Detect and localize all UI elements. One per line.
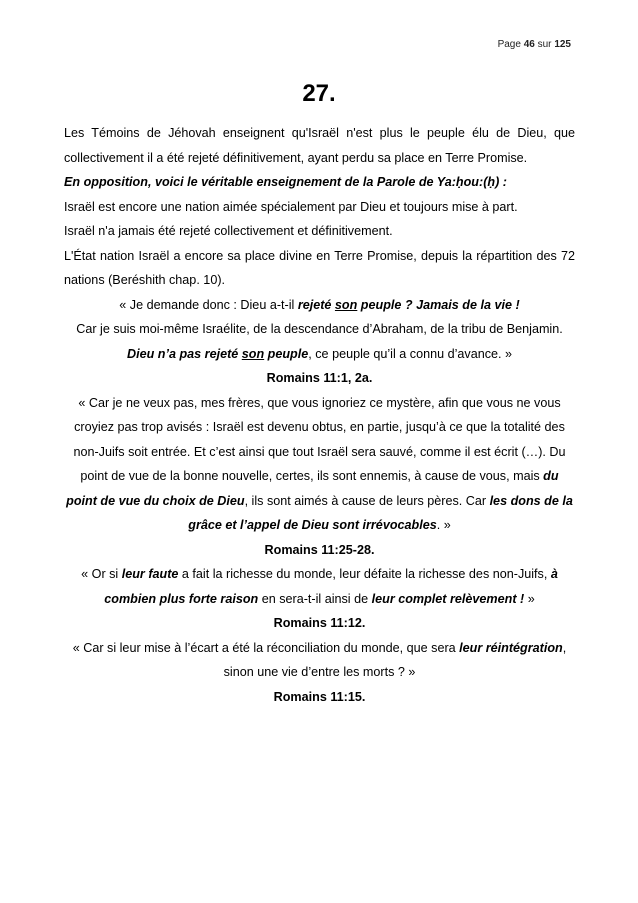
page-total: 125	[554, 39, 571, 50]
quote-2-text-2: , ils sont aimés à cause de leurs pères. Car	[244, 493, 490, 508]
quote-4-text-1: « Car si leur mise à l’écart a été la réconciliation du monde, que sera	[72, 640, 460, 655]
quote-2-text-1: « Car je ne veux pas, mes frères, que vous ignoriez ce mystère, afin que vous ne vous croyiez pas trop avisés : Israël est devenu obtus, en partie, jusqu’à ce que la totalité des non-Juifs soit entrée. Et c’est ainsi que tout Israël sera sauvé, comme il est écrit (…). Du point de vue de la bonne nouvelle, certes, ils sont ennemis, à cause de vous, mais	[73, 395, 566, 483]
intro-paragraph: Les Témoins de Jéhovah enseignent qu'Israël n'est plus le peuple élu de Dieu, que collectivement il a été rejeté définitivement, ayant perdu sa place en Terre Promise.	[64, 126, 575, 165]
quote-4	[64, 636, 575, 685]
quote-1-text-3: , ce peuple qu’il a connu d’avance. »	[308, 346, 513, 361]
teaching-2: Israël n'a jamais été rejeté collectivement et définitivement.	[64, 224, 393, 238]
quote-3-text-4: »	[524, 591, 535, 606]
quote-3-emphasis-3: leur complet relèvement !	[371, 591, 525, 606]
quote-1-reference: Romains 11:1, 2a.	[266, 371, 373, 385]
page-current: 46	[523, 39, 535, 50]
quote-4-reference: Romains 11:15.	[273, 689, 366, 704]
quote-1	[64, 293, 575, 367]
quote-3-emphasis-1: leur faute	[121, 567, 179, 581]
quote-2-emphasis-1: du point de vue du choix de Dieu	[66, 469, 559, 508]
quote-1-text-1: « Je demande donc : Dieu a-t-il	[119, 297, 298, 312]
quote-1-text-2: Car je suis moi-même Israélite, de la descendance d’Abraham, de la tribu de Benjamin.	[76, 322, 563, 336]
quote-2-reference: Romains 11:25-28.	[264, 542, 375, 557]
quote-3-text-3: en sera-t-il ainsi de	[258, 591, 372, 606]
quote-3-text-2: a fait la richesse du monde, leur défaite la richesse des non-Juifs,	[178, 567, 551, 581]
quote-4-emphasis-1: leur réintégration	[459, 640, 563, 655]
page-number	[498, 39, 571, 50]
document-body	[64, 121, 575, 709]
quote-1-emphasis-2: Dieu n’a pas rejeté son peuple	[126, 346, 309, 361]
quote-2-emphasis-2: les dons de la grâce et l’appel de Dieu sont irrévocables	[188, 493, 573, 532]
quote-3-reference: Romains 11:12.	[273, 616, 366, 630]
teaching-3: L'État nation Israël a encore sa place divine en Terre Promise, depuis la répartition des 72 nations (Beréshith chap. 10).	[64, 248, 575, 287]
teaching-1: Israël est encore une nation aimée spécialement par Dieu et toujours mise à part.	[64, 199, 518, 214]
quote-3-text-1: « Or si	[81, 567, 122, 581]
quote-4-text-2: , sinon une vie d’entre les morts ? »	[223, 640, 567, 679]
chapter-number: 27.	[302, 80, 336, 107]
page-prefix: Page	[497, 39, 521, 50]
quote-2-text-3: . »	[436, 518, 451, 532]
page-separator: sur	[537, 39, 552, 50]
quote-1-emphasis-1: rejeté son peuple ? Jamais de la vie !	[297, 297, 520, 312]
quote-3	[64, 562, 575, 611]
quote-3-emphasis-2: à combien plus forte raison	[104, 567, 558, 606]
opposition-heading: En opposition, voici le véritable enseignement de la Parole de Ya:ḥou:(ḥ) :	[64, 175, 507, 189]
quote-2	[64, 391, 575, 538]
